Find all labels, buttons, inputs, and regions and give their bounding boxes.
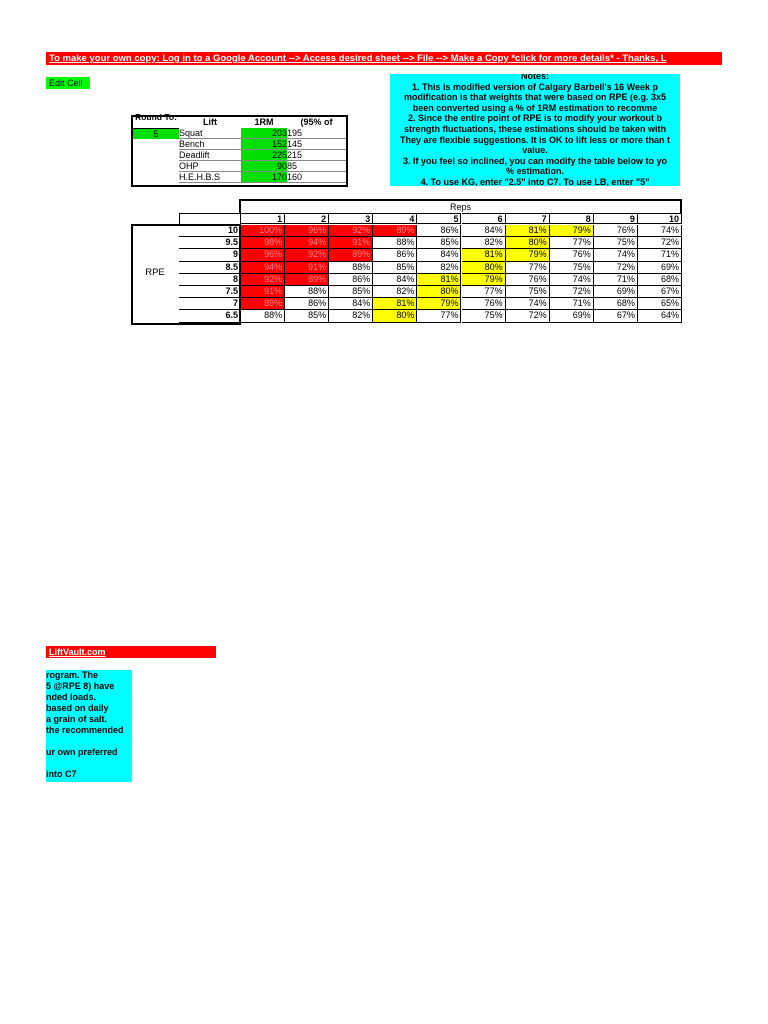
lift-95pct: 145 bbox=[287, 139, 346, 150]
rpe-pct-cell[interactable]: 79% bbox=[462, 274, 506, 286]
rpe-pct-cell[interactable]: 86% bbox=[417, 225, 461, 237]
notes-line: They are flexible suggestions. It is OK to lift less or more than t bbox=[399, 134, 671, 145]
notes-line: strength fluctuations, these estimations should be taken with bbox=[403, 123, 667, 134]
rpe-pct-cell[interactable]: 94% bbox=[285, 237, 329, 249]
rpe-pct-cell[interactable]: 81% bbox=[462, 249, 506, 261]
rpe-pct-cell[interactable]: 72% bbox=[638, 237, 682, 249]
rpe-value: 6.5 bbox=[179, 310, 241, 322]
rpe-pct-cell[interactable]: 86% bbox=[285, 298, 329, 310]
reps-col-header: 3 bbox=[329, 213, 373, 224]
rpe-pct-cell[interactable]: 69% bbox=[638, 262, 682, 274]
rpe-pct-cell[interactable]: 88% bbox=[373, 237, 417, 249]
lift-1rm: 170 bbox=[241, 172, 287, 183]
notes-line: 3. If you feel so inclined, you can modify the table below to yo bbox=[402, 155, 668, 166]
rpe-pct-cell[interactable]: 77% bbox=[417, 310, 461, 322]
lift-95pct: 195 bbox=[287, 128, 346, 139]
rpe-pct-cell[interactable]: 89% bbox=[241, 298, 285, 310]
notes-overflow-line: based on daily bbox=[46, 703, 109, 713]
rpe-pct-cell[interactable]: 85% bbox=[373, 262, 417, 274]
reps-col-header: 5 bbox=[417, 213, 461, 224]
rpe-pct-cell[interactable]: 79% bbox=[550, 225, 594, 237]
rpe-pct-cell[interactable]: 74% bbox=[594, 249, 638, 261]
rpe-pct-cell[interactable]: 92% bbox=[285, 249, 329, 261]
rpe-pct-cell[interactable]: 81% bbox=[506, 225, 550, 237]
rpe-pct-cell[interactable]: 85% bbox=[329, 286, 373, 298]
notes-overflow-line: a grain of salt. bbox=[46, 714, 108, 724]
rpe-pct-cell[interactable]: 92% bbox=[329, 225, 373, 237]
rpe-pct-cell[interactable]: 84% bbox=[417, 249, 461, 261]
rpe-pct-cell[interactable]: 77% bbox=[550, 237, 594, 249]
rpe-pct-cell[interactable]: 72% bbox=[550, 286, 594, 298]
round-to-label: Round To: bbox=[135, 113, 177, 122]
rpe-value: 7.5 bbox=[179, 286, 241, 298]
notes-overflow-panel bbox=[46, 670, 132, 782]
rpe-pct-cell[interactable]: 74% bbox=[638, 225, 682, 237]
rpe-pct-cell[interactable]: 89% bbox=[285, 274, 329, 286]
lift-name: Deadlift bbox=[179, 150, 241, 161]
notes-overflow-line: the recommended bbox=[46, 725, 124, 735]
rpe-pct-cell[interactable]: 98% bbox=[241, 237, 285, 249]
rpe-pct-cell[interactable]: 76% bbox=[550, 249, 594, 261]
liftvault-link[interactable]: LiftVault.com bbox=[46, 646, 216, 658]
notes-overflow-line: ur own preferred bbox=[46, 747, 118, 757]
copy-instructions-banner[interactable]: To make your own copy: Log in to a Google Account --> Access desired sheet --> File --> Make a Copy *click for more details* - Thanks, L bbox=[46, 52, 722, 65]
round-to-value[interactable]: 5 bbox=[133, 128, 179, 139]
rpe-pct-cell[interactable]: 74% bbox=[506, 298, 550, 310]
edit-cell-button[interactable]: Edit Cell bbox=[46, 77, 90, 89]
rpe-pct-cell[interactable]: 82% bbox=[417, 262, 461, 274]
lift-1rm: 225 bbox=[241, 150, 287, 161]
rpe-pct-cell[interactable]: 85% bbox=[285, 310, 329, 322]
lift-name: H.E.H.B.S bbox=[179, 172, 241, 183]
rpe-pct-cell[interactable]: 71% bbox=[550, 298, 594, 310]
lift-95pct: 160 bbox=[287, 172, 346, 183]
rpe-pct-cell[interactable]: 65% bbox=[638, 298, 682, 310]
notes-overflow-line: 5 @RPE 8) have bbox=[46, 681, 115, 691]
notes-line: % estimation. bbox=[505, 166, 564, 177]
rpe-pct-cell[interactable]: 80% bbox=[373, 310, 417, 322]
rpe-pct-cell[interactable]: 91% bbox=[285, 262, 329, 274]
reps-col-header: 7 bbox=[506, 213, 550, 224]
reps-col-header: 2 bbox=[285, 213, 329, 224]
rpe-pct-cell[interactable]: 84% bbox=[373, 274, 417, 286]
notes-line: value. bbox=[522, 145, 548, 156]
notes-overflow-line bbox=[46, 736, 132, 747]
rpe-pct-cell[interactable]: 96% bbox=[241, 249, 285, 261]
rpe-pct-cell[interactable]: 77% bbox=[462, 286, 506, 298]
rpe-pct-cell[interactable]: 67% bbox=[594, 310, 638, 322]
rpe-pct-cell[interactable]: 67% bbox=[638, 286, 682, 298]
rpe-pct-cell[interactable]: 96% bbox=[285, 225, 329, 237]
rpe-pct-cell[interactable]: 81% bbox=[417, 274, 461, 286]
rpe-pct-cell[interactable]: 72% bbox=[506, 310, 550, 322]
rpe-pct-cell[interactable]: 84% bbox=[329, 298, 373, 310]
lift-1rm: 90 bbox=[241, 161, 287, 172]
rpe-pct-cell[interactable]: 69% bbox=[550, 310, 594, 322]
reps-col-header: 9 bbox=[594, 213, 638, 224]
rpe-pct-cell[interactable]: 88% bbox=[329, 262, 373, 274]
reps-col-header: 6 bbox=[462, 213, 506, 224]
rpe-pct-cell[interactable]: 77% bbox=[506, 262, 550, 274]
rpe-pct-cell[interactable]: 76% bbox=[462, 298, 506, 310]
notes-overflow-line: into C7 bbox=[46, 769, 77, 779]
notes-panel bbox=[390, 74, 680, 186]
rpe-label: RPE bbox=[145, 267, 165, 278]
rpe-pct-cell[interactable]: 86% bbox=[373, 249, 417, 261]
lift-95pct: 85 bbox=[287, 161, 346, 172]
rpe-pct-cell[interactable]: 68% bbox=[638, 274, 682, 286]
rpe-pct-cell[interactable]: 79% bbox=[506, 249, 550, 261]
rpe-pct-cell[interactable]: 69% bbox=[594, 286, 638, 298]
notes-overflow-line: nded loads. bbox=[46, 692, 97, 702]
lift-1rm: 152 bbox=[241, 139, 287, 150]
rpe-pct-cell[interactable]: 74% bbox=[550, 274, 594, 286]
rpe-pct-cell[interactable]: 84% bbox=[462, 225, 506, 237]
notes-line: modification is that weights that were based on RPE (e.g. 3x5 bbox=[403, 92, 667, 103]
rpe-pct-cell[interactable]: 82% bbox=[462, 237, 506, 249]
notes-line: 4. To use KG, enter "2.5" into C7. To use LB, enter "5" bbox=[420, 176, 650, 186]
rpe-pct-cell[interactable]: 76% bbox=[594, 225, 638, 237]
rpe-pct-cell[interactable]: 91% bbox=[241, 286, 285, 298]
rpe-pct-cell[interactable]: 86% bbox=[329, 274, 373, 286]
rpe-pct-cell[interactable]: 82% bbox=[329, 310, 373, 322]
lift-name: OHP bbox=[179, 161, 241, 172]
rpe-pct-cell[interactable]: 80% bbox=[462, 262, 506, 274]
reps-header: Reps bbox=[239, 199, 682, 213]
rpe-pct-cell[interactable]: 89% bbox=[329, 249, 373, 261]
rpe-pct-cell[interactable]: 75% bbox=[506, 286, 550, 298]
rpe-pct-cell[interactable]: 79% bbox=[417, 298, 461, 310]
rpe-pct-cell[interactable]: 75% bbox=[550, 262, 594, 274]
reps-col-header: 8 bbox=[550, 213, 594, 224]
notes-line: 1. This is modified version of Calgary Barbell's 16 Week p bbox=[411, 81, 659, 92]
lift-header: Lift bbox=[203, 117, 217, 127]
lift-name: Bench bbox=[179, 139, 241, 150]
rpe-value: 9 bbox=[179, 249, 241, 261]
notes-overflow-line bbox=[46, 758, 132, 769]
rpe-pct-cell[interactable]: 80% bbox=[506, 237, 550, 249]
reps-col-header: 1 bbox=[241, 213, 285, 224]
rpe-pct-cell[interactable]: 75% bbox=[462, 310, 506, 322]
corner-cell bbox=[179, 213, 241, 225]
rpe-pct-cell[interactable]: 94% bbox=[241, 262, 285, 274]
rpe-pct-cell[interactable]: 71% bbox=[638, 249, 682, 261]
rpe-value: 7 bbox=[179, 298, 241, 310]
rpe-pct-cell[interactable]: 88% bbox=[241, 310, 285, 322]
notes-overflow-line: rogram. The bbox=[46, 670, 99, 680]
orm-header: 1RM bbox=[254, 117, 274, 127]
rpe-pct-cell[interactable]: 92% bbox=[241, 274, 285, 286]
rpe-pct-cell[interactable]: 68% bbox=[594, 298, 638, 310]
rpe-pct-cell[interactable]: 100% bbox=[241, 225, 285, 237]
rpe-pct-cell[interactable]: 82% bbox=[373, 286, 417, 298]
rpe-value: 10 bbox=[179, 225, 241, 237]
rpe-pct-cell[interactable]: 85% bbox=[417, 237, 461, 249]
lift-name: Squat bbox=[179, 128, 241, 139]
rpe-pct-cell[interactable]: 80% bbox=[417, 286, 461, 298]
rpe-value: 9.5 bbox=[179, 237, 241, 249]
rpe-pct-cell[interactable]: 89% bbox=[373, 225, 417, 237]
notes-line: been converted using a % of 1RM estimation to recomme bbox=[412, 102, 658, 113]
lift-95pct: 215 bbox=[287, 150, 346, 161]
lift-1rm: 203 bbox=[241, 128, 287, 139]
notes-title: Notes: bbox=[520, 74, 549, 81]
rpe-pct-cell[interactable]: 76% bbox=[506, 274, 550, 286]
rpe-pct-cell[interactable]: 81% bbox=[373, 298, 417, 310]
rpe-pct-cell[interactable]: 88% bbox=[285, 286, 329, 298]
rpe-pct-cell[interactable]: 72% bbox=[594, 262, 638, 274]
rpe-value: 8.5 bbox=[179, 262, 241, 274]
rpe-value: 8 bbox=[179, 274, 241, 286]
notes-line: 2. Since the entire point of RPE is to modify your workout b bbox=[407, 113, 663, 124]
reps-col-header: 4 bbox=[373, 213, 417, 224]
rpe-pct-cell[interactable]: 75% bbox=[594, 237, 638, 249]
rpe-pct-cell[interactable]: 71% bbox=[594, 274, 638, 286]
pct-header: (95% of bbox=[300, 117, 333, 127]
reps-col-header: 10 bbox=[638, 213, 682, 224]
rpe-pct-cell[interactable]: 64% bbox=[638, 310, 682, 322]
rpe-pct-cell[interactable]: 91% bbox=[329, 237, 373, 249]
